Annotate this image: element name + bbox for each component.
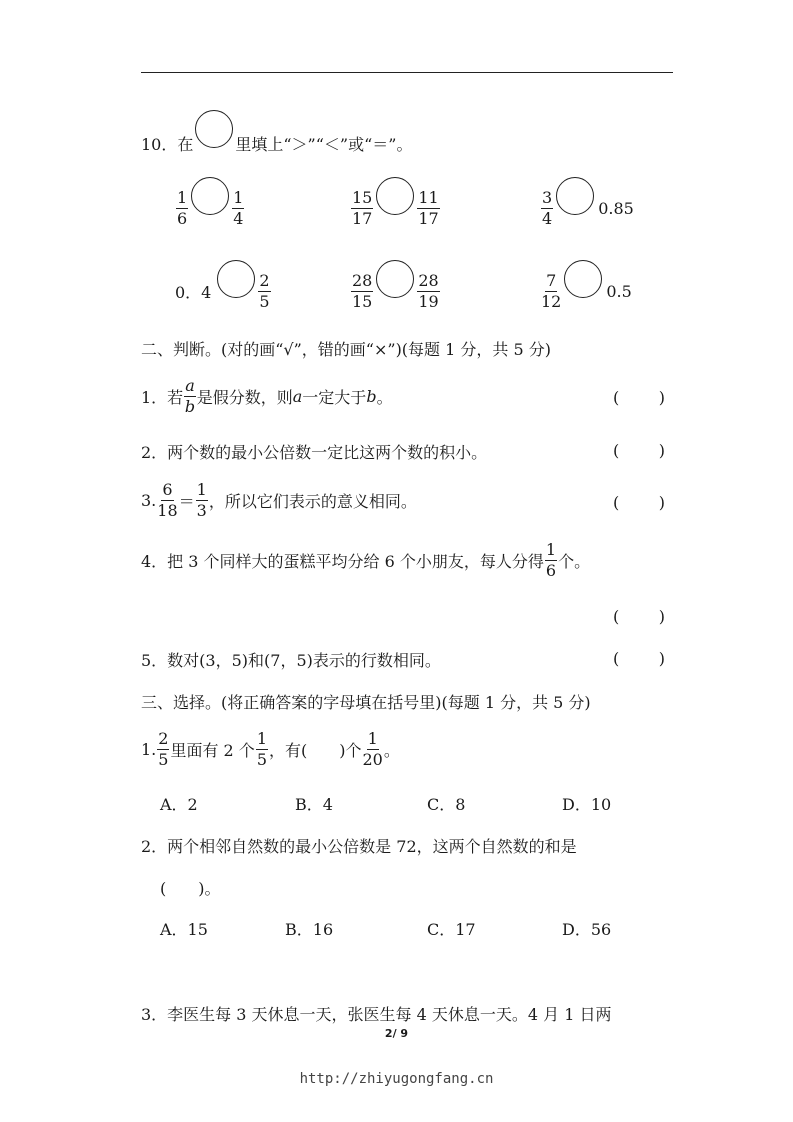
header-rule	[141, 72, 673, 73]
judge-q5: 5．数对(3，5)和(7，5)表示的行数相同。	[141, 651, 441, 670]
answer-parens-judge-3[interactable]: ( )	[613, 493, 665, 512]
option-b[interactable]: B．4	[295, 795, 333, 814]
compare-item-5	[350, 273, 441, 310]
left-fraction: $\frac{15}{17}$	[352, 188, 373, 228]
q10-number: 10．在	[141, 135, 194, 154]
footer-url[interactable]: http://zhiyugongfang.cn	[299, 1071, 494, 1087]
choice-q2-line2: ( )。	[160, 879, 221, 898]
answer-parens-judge-1[interactable]: ( )	[613, 388, 665, 407]
answer-circle[interactable]	[217, 260, 255, 298]
answer-circle[interactable]	[191, 177, 229, 215]
right-decimal: 0.85	[598, 199, 634, 218]
judge-q2: 2．两个数的最小公倍数一定比这两个数的积小。	[141, 443, 488, 462]
option-d[interactable]: D．10	[562, 795, 612, 814]
q1-fraction-2: $\frac{1}{5}$	[256, 729, 267, 769]
answer-circle[interactable]	[556, 177, 594, 215]
answer-circle[interactable]	[376, 260, 414, 298]
right-fraction: $\frac{28}{19}$	[418, 271, 439, 311]
section2-title: 二、判断。(对的画“√”，错的画“×”)(每题 1 分，共 5 分)	[141, 340, 551, 359]
left-fraction: $\frac{3}{4}$	[542, 188, 553, 228]
compare-item-2	[350, 190, 441, 227]
right-fraction: $\frac{2}{5}$	[259, 271, 270, 311]
left-fraction: $\frac{1}{6}$	[177, 188, 188, 228]
compare-item-3	[540, 190, 634, 227]
answer-parens-judge-4[interactable]: ( )	[613, 607, 665, 626]
section3-title: 三、选择。(将正确答案的字母填在括号里)(每题 1 分，共 5 分)	[141, 693, 591, 712]
right-fraction: $\frac{11}{17}$	[418, 188, 439, 228]
option-d[interactable]: D．56	[562, 920, 612, 939]
q1-fraction: $\frac{a}{b}$	[184, 376, 196, 416]
judge-q3: 3. $\frac{6}{18}$ ＝ $\frac{1}{3}$ ，所以它们表示的意义相同。	[141, 480, 417, 520]
q10-instruction: 里填上“＞”“＜”或“＝”。	[235, 135, 413, 154]
choice-q2-line1: 2．两个相邻自然数的最小公倍数是 72，这两个自然数的和是	[141, 837, 577, 856]
right-fraction: $\frac{1}{4}$	[233, 188, 244, 228]
option-b[interactable]: B．16	[285, 920, 334, 939]
left-decimal: 0．4	[175, 283, 212, 302]
left-fraction: $\frac{28}{15}$	[352, 271, 373, 311]
q4-fraction: $\frac{1}{6}$	[545, 540, 557, 580]
compare-item-1	[175, 190, 245, 227]
option-a[interactable]: A．15	[160, 920, 208, 939]
q1-fraction-3: $\frac{1}{20}$	[362, 729, 383, 769]
answer-circle[interactable]	[376, 177, 414, 215]
right-decimal: 0.5	[606, 282, 632, 301]
choice-q1: 1. $\frac{2}{5}$ 里面有 2 个 $\frac{1}{5}$ ，有( )个 $\frac{1}{20}$ 。	[141, 729, 400, 769]
compare-item-6	[540, 273, 632, 310]
option-c[interactable]: C．17	[427, 920, 476, 939]
answer-parens-judge-5[interactable]: ( )	[613, 649, 665, 668]
judge-q1: 1．若 $\frac{a}{b}$ 是假分数，则 a 一定大于 b 。	[141, 376, 393, 416]
q1-fraction-1: $\frac{2}{5}$	[158, 729, 169, 769]
option-a[interactable]: A．2	[160, 795, 198, 814]
q3-fraction-2: $\frac{1}{3}$	[196, 480, 207, 520]
answer-circle[interactable]	[564, 260, 602, 298]
q10-heading	[141, 132, 412, 155]
compare-item-4	[175, 273, 272, 310]
option-c[interactable]: C．8	[427, 795, 466, 814]
q3-fraction-1: $\frac{6}{18}$	[157, 480, 178, 520]
left-fraction: $\frac{7}{12}$	[541, 271, 562, 311]
blank-circle	[195, 110, 233, 148]
page-number: 2/ 9	[384, 1027, 409, 1040]
judge-q4: 4．把 3 个同样大的蛋糕平均分给 6 个小朋友，每人分得 $\frac{1}{6}$ 个。	[141, 540, 591, 580]
answer-parens-judge-2[interactable]: ( )	[613, 441, 665, 460]
choice-q3: 3．李医生每 3 天休息一天，张医生每 4 天休息一天。4 月 1 日两	[141, 1005, 612, 1024]
